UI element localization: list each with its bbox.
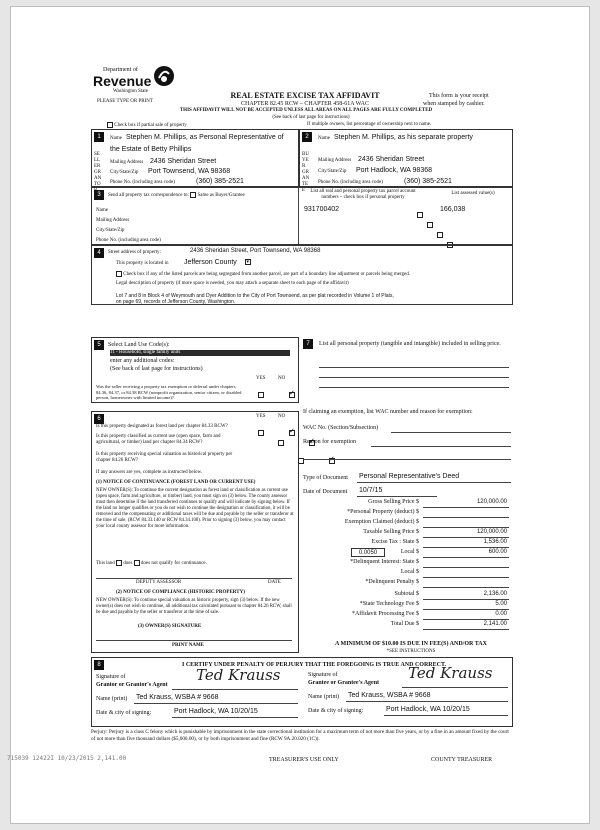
calc-label: Local $ [400,549,419,555]
boundary-row [116,271,506,278]
calc-label: *Personal Property (deduct) $ [347,509,419,515]
seller-phone[interactable]: (360) 385-2521 [196,178,244,185]
parcel-header: List all real and personal property tax parcel account numbers – check box if personal property [310,189,416,200]
grantee-date-label: Date & city of signing: [308,708,364,714]
seller-phone-label: Phone No. (including area code) [110,180,175,185]
revenue-seal-icon [153,65,175,87]
same-as-buyer-checkbox[interactable] [190,192,196,198]
calc-label: Taxable Selling Price $ [363,529,419,535]
tax-calculation [303,499,513,629]
buyer-mail[interactable]: 2436 Sheridan Street [358,156,425,163]
legal-description-1[interactable]: Lot 7 and 8 in Block 4 of Weymouth and Dyer Addition to the City of Port Townsend, as per plat recorded in Volume 1 of Plats, [116,293,394,299]
if-yes-note: If any answers are yes, complete as instructed below. [96,470,203,475]
calc-label: Total Due $ [390,621,419,627]
grantee-signature[interactable]: Ted Krauss [408,664,493,682]
grantee-name-label: Name (print) [308,694,340,700]
form-title: REAL ESTATE EXCISE TAX AFFIDAVIT [230,91,380,100]
personal-property-label: List all personal property (tangible and intangible) included in selling price. [319,341,501,347]
land-use-value: 11 - Household, single family units [110,350,181,355]
doc-type-value[interactable]: Personal Representative's Deed [359,473,460,480]
certify-text: I CERTIFY UNDER PENALTY OF PERJURY THAT THE FOREGOING IS TRUE AND CORRECT. [182,662,447,668]
receipt-note-1: This form is your receipt [429,93,489,99]
forest-no-checkbox[interactable] [289,430,295,436]
buyer-side-label: BUYER GRANTEE [302,152,310,193]
qualify-row [96,560,207,567]
county-value: Jefferson County [184,259,237,266]
section-8-number: 8 [94,660,104,670]
section-1-number: 1 [94,132,104,142]
boundary-checkbox[interactable] [116,271,122,277]
county-select[interactable] [184,259,251,266]
chevron-down-icon[interactable]: ▾ [246,259,249,266]
s5-yes-checkbox[interactable] [258,392,264,398]
current-use-question: Is this property classified as current use (open space, farm and agricultural, or timber) land per chapter 84.34 RCW? [96,434,221,445]
form-chapter: CHAPTER 82.45 RCW – CHAPTER 458-61A WAC [241,101,369,107]
cashier-stamp: 715039 12422I 10/23/2015 2,141.00 [7,755,127,762]
seller-city[interactable]: Port Townsend, WA 98368 [148,168,231,175]
calc-value[interactable]: 0.00 [495,611,507,617]
seller-side-label: SELLER GRANTO [94,152,102,187]
section-4-property [91,245,513,305]
calc-value[interactable]: 600.00 [488,549,507,555]
revenue-logo [89,63,199,97]
section-6-number: 6 [94,414,104,424]
section-1-seller [91,129,299,187]
land-use-label: Select Land Use Code(s): [108,342,170,348]
buyer-city-label: City/State/Zip [318,169,347,174]
owner-signature-heading: (3) OWNER(S) SIGNATURE [138,624,202,629]
seller-exemption-question: Was the seller receiving a property tax exemption or deferral under chapters 84.36, 84.37, or 84.38 RCW (nonprofit organization, senior citizen, or disabled person, homeowner with limited income)? [96,384,242,400]
s5-yes-header: YES [256,376,266,381]
qualify-land: This land [96,561,115,567]
section-5-number: 5 [94,340,104,350]
seller-name-label: Name [110,136,122,141]
see-instructions-note: *SEE INSTRUCTIONS [386,649,436,654]
grantee-date-city[interactable]: Port Hadlock, WA 10/20/15 [386,706,470,713]
section-3-correspondence [91,187,513,245]
exemption-label: If claiming an exemption, list WAC number and reason for exemption: [303,409,473,415]
qualify-does: does [123,561,133,567]
section-7-number: 7 [303,339,313,349]
local-rate-box[interactable] [351,548,385,557]
calc-value[interactable]: 2,136.00 [483,591,507,597]
calc-value[interactable]: 2,141.00 [483,621,507,627]
assessed-value[interactable]: 166,038 [440,206,466,213]
grantee-sig-label: Signature of [308,672,338,678]
seller-name[interactable]: Stephen M. Phillips, as Personal Representative of [126,134,284,141]
continuance-heading: (1) NOTICE OF CONTINUANCE (FOREST LAND OR CURRENT USE) [96,480,256,485]
calc-value[interactable]: 5.00 [495,601,507,607]
boundary-label: Check box if any of the listed parcels are being segregated from another parcel, are part of a boundary line adjustment or parcels being merged. [123,272,410,278]
parcel-2-checkbox[interactable] [427,222,433,228]
grantee-name[interactable]: Ted Krauss, WSBA # 9668 [348,692,431,699]
calc-value[interactable]: 1,536.00 [483,539,507,545]
buyer-mail-label: Mailing Address [318,158,352,163]
buyer-name-label: Name [318,136,330,141]
calc-label: *Affidavit Processing Fee $ [351,611,419,617]
section-8-signature [91,657,513,727]
tax-phone-label: Phone No. (including area code) [96,238,161,243]
forest-question: Is this property designated as forest land per chapter 84.33 RCW? [96,424,228,429]
parcel-3-checkbox[interactable] [437,232,443,238]
form-see-back: (See back of last page for instructions) [272,115,350,120]
calc-label: *State Technology Fee $ [359,601,419,607]
partial-sale-checkbox[interactable] [107,122,113,128]
reason-label: Reason for exemption [303,439,356,445]
seller-mail[interactable]: 2436 Sheridan Street [150,158,217,165]
calc-value[interactable]: 120,000.00 [476,529,507,535]
assessed-header: List assessed value(s) [451,191,495,196]
tax-name-label: Name [96,208,108,213]
parcel-1-checkbox[interactable] [417,212,423,218]
grantor-signature[interactable]: Ted Krauss [196,666,281,684]
located-label: This property is located in [116,261,169,266]
form-warning: THIS AFFIDAVIT WILL NOT BE ACCEPTED UNLESS ALL AREAS ON ALL PAGES ARE FULLY COMPLETED [179,108,433,113]
calc-label: Exemption Claimed (deduct) $ [344,519,419,525]
logo-revenue: Revenue [93,73,152,89]
tax-mail-label: Mailing Address [96,218,130,223]
calc-label: Gross Selling Price $ [368,499,419,505]
calc-label: Local $ [400,569,419,575]
multiple-owners-note: If multiple owners, list percentage of ownership next to name. [307,122,432,127]
additional-codes-label: enter any additional codes: [110,358,175,364]
section-2-number: 2 [302,132,312,142]
county-treasurer-label: COUNTY TREASURER [431,757,493,763]
logo-dept: Department of [103,67,138,73]
s6-no-header: NO [278,414,286,419]
doc-date-label: Date of Document [303,489,348,495]
compliance-text: NEW OWNER(S): To continue special valuation as historic property, sign (3) below. If the new owner(s) does not wish to continue, all additional tax calculated pursuant to chapter 84.26 RCW, shall be due and payable by the seller or transferor at the time of sale. [96,598,292,615]
buyer-city[interactable]: Port Hadlock, WA 98368 [356,167,433,174]
same-as-buyer-label: Same as Buyer/Grantee [197,193,245,199]
logo-state: Washington State [113,89,149,94]
parcel-number[interactable]: 931700402 [304,206,340,213]
receipt-note-2: when stamped by cashier. [423,101,485,107]
section-7-personal-property [301,337,513,407]
minimum-fee-note: A MINIMUM OF $10.00 IS DUE IN FEE(S) AND/OR TAX [335,641,487,647]
calc-label: *Delinquent Penalty $ [365,579,419,585]
print-note: PLEASE TYPE OR PRINT [97,99,153,104]
section-2-buyer [299,129,513,193]
calc-label: Subtotal $ [394,591,419,597]
grantor-sig-label: Signature of [96,674,126,680]
buyer-phone-label: Phone No. (including area code) [318,180,383,185]
section-3-number: 3 [94,190,104,200]
send-tax-text: Send all property tax correspondence to: [108,193,189,199]
doc-date-value[interactable]: 10/7/15 [359,487,383,494]
s5-no-header: NO [278,376,286,381]
deputy-date-label: DATE [268,580,281,585]
street-label: Street address of property: [108,250,161,255]
section-5-land-use [91,337,299,403]
seller-mail-label: Mailing Address [110,160,144,165]
buyer-name[interactable]: Stephen M. Phillips, as his separate property [334,134,473,141]
legal-label: Legal description of property (if more space is needed, you may attach a separate sheet to each page of the affidavit) [116,281,349,286]
s6-yes-header: YES [256,414,266,419]
doc-type-label: Type of Document [303,475,348,481]
land-use-select[interactable] [110,350,290,356]
deputy-assessor-label: DEPUTY ASSESSOR [136,580,182,585]
buyer-phone[interactable]: (360) 385-2521 [404,178,452,185]
does-not-checkbox[interactable] [134,560,140,566]
current-use-yes-checkbox[interactable] [278,440,284,446]
grantor-name-label: Name (print) [96,696,128,702]
historic-question: Is this property receiving special valuation as historical property per chapter 84.26 RCW? [96,452,233,463]
street-address[interactable]: 2436 Sheridan Street, Port Townsend, WA 98368 [190,248,321,254]
local-rate-value: 0.0050 [358,550,378,556]
print-name-label: PRINT NAME [172,643,204,648]
treasurer-use-label: TREASURER'S USE ONLY [269,757,339,763]
partial-sale-label: Check box if partial sale of property [114,123,187,129]
affidavit-page [7,6,590,824]
forest-yes-checkbox[interactable] [258,430,264,436]
seller-city-label: City/State/Zip [110,170,139,175]
qualify-does-not: does not [140,561,158,567]
section-6-forest-current-use [91,411,299,653]
qualify-tail: qualify for continuance. [158,561,207,567]
grantor-date-label: Date & city of signing: [96,710,152,716]
legal-description-2[interactable]: on page 69, records of Jefferson County, Washington. [116,299,236,305]
grantor-agent-label: Grantor or Grantor's Agent [96,682,168,688]
calc-value[interactable]: 120,000.00 [476,499,507,505]
perjury-warning: Perjury: Perjury is a class C felony which is punishable by imprisonment in the state correctional institution for a maximum term of not more than five years, or by a fine in an amount fixed by the court of not more than five thousand dollars ($5,000.00), or by both imprisonment and fine (RCW 9A.20.020 (1C)). [91,729,509,742]
land-use-see: (See back of last page for instructions) [110,366,203,372]
send-tax-label [108,192,245,199]
calc-label: *Delinquent Interest: State $ [350,559,419,565]
grantor-name[interactable]: Ted Krauss, WSBA # 9668 [136,694,219,701]
grantor-date-city[interactable]: Port Hadlock, WA 10/20/15 [174,708,258,715]
continuance-text: NEW OWNER(S): To continue the current designation as forest land or classification as current use (open space, farm and agriculture, or timber) land, you must sign on (3) below. The county assessor must then determine if the land transferred continues to qualify and will indicate by signing below. If the land no longer qualifies or you do not wish to continue the designation or classification, it will be removed and the compensating or additional taxes will be due and payable by the seller or transferor at the time of sale. (RCW 84.33.140 or RCW 84.34.108). Prior to signing (3) below, you may contact your local county assessor for more information. [96,488,294,529]
grantee-agent-label: Grantee or Grantee's Agent [308,680,380,686]
does-checkbox[interactable] [116,560,122,566]
compliance-heading: (2) NOTICE OF COMPLIANCE (HISTORIC PROPERTY) [116,590,245,595]
s5-no-checkbox[interactable] [289,392,295,398]
seller-name-2[interactable]: the Estate of Betty Phillips [110,146,192,153]
section-4-number: 4 [94,248,104,258]
tax-city-label: City/State/Zip [96,228,125,233]
wac-label: WAC No. (Section/Subsection) [303,425,379,431]
calc-label: Excise Tax : State $ [371,539,419,545]
